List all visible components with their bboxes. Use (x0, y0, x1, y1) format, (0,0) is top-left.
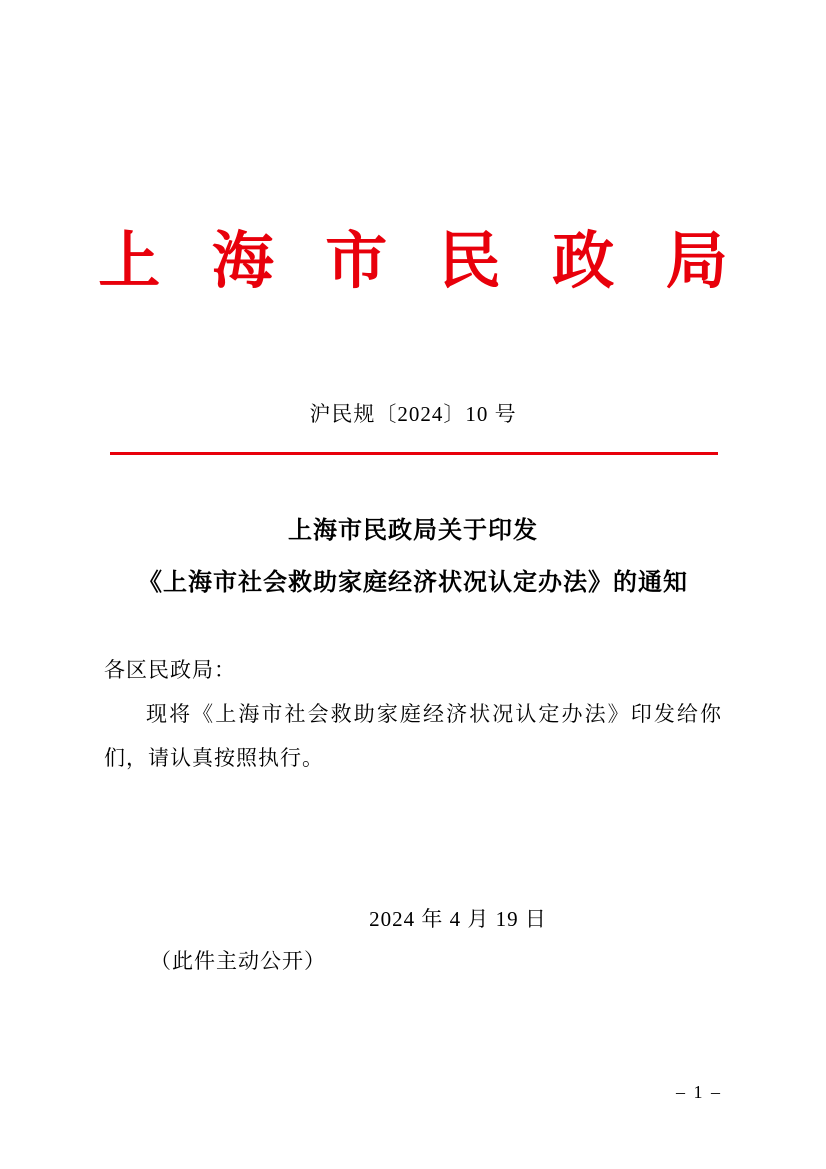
salutation: 各区民政局： (104, 658, 236, 682)
document-title-line-2: 《上海市社会救助家庭经济状况认定办法》的通知 (138, 570, 688, 596)
document-title (0, 505, 826, 609)
document-body (104, 648, 722, 780)
red-separator-rule (110, 452, 718, 455)
issue-date: 2024 年 4 月 19 日 (369, 907, 547, 931)
agency-masthead: 上 海 市 民 政 局 (98, 228, 746, 296)
body-paragraph: 现将《上海市社会救助家庭经济状况认定办法》印发给你们，请认真按照执行。 (104, 702, 722, 770)
page-number: – 1 – (676, 1082, 722, 1102)
document-number: 沪民规〔2024〕10 号 (309, 402, 517, 426)
document-title-line-1: 上海市民政局关于印发 (288, 518, 538, 544)
publicity-note: （此件主动公开） (150, 949, 326, 973)
